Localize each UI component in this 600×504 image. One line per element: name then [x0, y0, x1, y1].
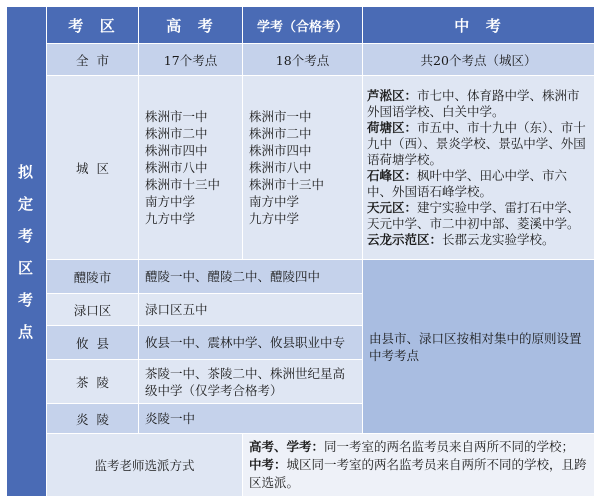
- list-item: 株洲市一中: [145, 109, 208, 124]
- city-label: 全 市: [47, 44, 139, 76]
- county-label: 炎 陵: [47, 404, 139, 434]
- urban-zhongkao-list: [363, 76, 595, 260]
- city-gaokao: 17个考点: [139, 44, 243, 76]
- header-row: [7, 7, 595, 44]
- list-item: 株洲市十三中: [249, 177, 325, 192]
- county-label: 攸 县: [47, 326, 139, 360]
- city-xuekao: 18个考点: [243, 44, 363, 76]
- list-item: 株洲市八中: [249, 160, 312, 175]
- city-row: [7, 44, 595, 76]
- county-sites: 醴陵一中、醴陵二中、醴陵四中: [139, 260, 363, 294]
- list-item: 南方中学: [249, 194, 300, 209]
- header-gaokao: 高 考: [139, 7, 243, 44]
- county-label: 渌口区: [47, 294, 139, 326]
- list-item: 株洲市二中: [145, 126, 208, 141]
- county-sites: 攸县一中、震林中学、攸县职业中专: [139, 326, 363, 360]
- list-item: 九方中学: [145, 211, 196, 226]
- list-item: 株洲市十三中: [145, 177, 221, 192]
- list-item: 株洲市二中: [249, 126, 312, 141]
- list-item: 云龙示范区：长郡云龙实验学校。: [367, 231, 555, 247]
- header-district: 考 区: [47, 7, 139, 44]
- county-zhongkao: 由县市、渌口区按相对集中的原则设置中考考点: [363, 260, 595, 434]
- supervisor-text: 高考、学考：同一考室的两名监考员来自两所不同的学校； 中考：城区同一考室的两名监考员来自两所不同的学校，且跨区选派。: [243, 434, 595, 497]
- county-sites: 炎陵一中: [139, 404, 363, 434]
- list-item: 株洲市四中: [249, 143, 312, 158]
- list-item: 九方中学: [249, 211, 300, 226]
- list-item: 南方中学: [145, 194, 196, 209]
- county-sites: 渌口区五中: [139, 294, 363, 326]
- exam-site-table: [6, 6, 595, 497]
- supervisor-label: 监考老师选派方式: [47, 434, 243, 497]
- list-item: 芦淞区：市七中、体育路中学、株洲市外国语学校、白关中学。: [367, 87, 580, 119]
- urban-label: 城 区: [47, 76, 139, 260]
- list-item: 株洲市一中: [249, 109, 312, 124]
- table-row: [7, 260, 595, 294]
- urban-xuekao-list: [243, 76, 363, 260]
- list-item: 石峰区：枫叶中学、田心中学、市六中、外国语石峰学校。: [367, 167, 568, 199]
- side-label: 拟 定 考 区 考 点: [7, 7, 47, 497]
- list-item: 荷塘区：市五中、市十九中（东）、市十九中（西）、景炎学校、景弘中学、外国语荷塘学校。: [367, 119, 586, 167]
- county-sites: 茶陵一中、茶陵二中、株洲世纪星高级中学（仅学考合格考）: [139, 360, 363, 404]
- urban-row: [7, 76, 595, 260]
- header-zhongkao: 中 考: [363, 7, 595, 44]
- list-item: 株洲市四中: [145, 143, 208, 158]
- county-label: 茶 陵: [47, 360, 139, 404]
- list-item: 天元区：建宁实验中学、雷打石中学、天元中学、市二中初中部、菱溪中学。: [367, 199, 580, 231]
- list-item: 株洲市八中: [145, 160, 208, 175]
- city-zhongkao: 共20个考点（城区）: [363, 44, 595, 76]
- header-xuekao: 学考（合格考）: [243, 7, 363, 44]
- supervisor-row: [7, 434, 595, 497]
- urban-gaokao-list: [139, 76, 243, 260]
- county-label: 醴陵市: [47, 260, 139, 294]
